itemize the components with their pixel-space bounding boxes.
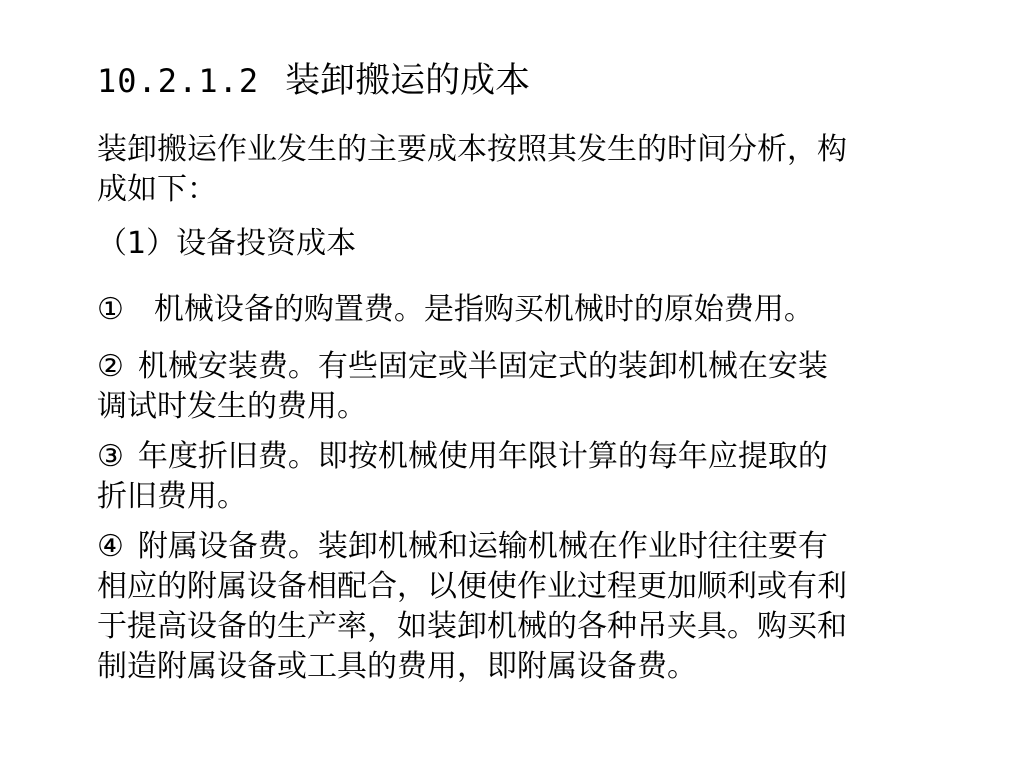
intro-line: 成如下：	[97, 172, 217, 207]
item-text: 附属设备费。装卸机械和运输机械在作业时往往要有	[137, 529, 828, 564]
section-title: 装卸搬运的成本	[285, 61, 531, 101]
section-heading	[97, 58, 530, 104]
subsection-heading	[97, 224, 957, 264]
list-item-1	[97, 290, 957, 330]
list-item-4	[97, 527, 957, 687]
item-text: 机械安装费。有些固定或半固定式的装卸机械在安装	[137, 349, 828, 384]
intro-line: 装卸搬运作业发生的主要成本按照其发生的时间分析，构	[97, 132, 847, 167]
list-item-line	[97, 437, 957, 477]
item-number-2: ②	[97, 349, 124, 384]
list-item-line: 于提高设备的生产率，如装卸机械的各种吊夹具。购买和	[97, 609, 847, 644]
section-number: 10.2.1.2	[97, 62, 260, 100]
item-number-4: ④	[97, 529, 124, 564]
item-number-3: ③	[97, 439, 124, 474]
intro-paragraph	[97, 130, 957, 210]
list-item-line: 制造附属设备或工具的费用，即附属设备费。	[97, 649, 697, 684]
list-item-3	[97, 437, 957, 517]
list-item-line	[97, 290, 957, 330]
list-item-2	[97, 347, 957, 427]
list-item-line: 折旧费用。	[97, 479, 247, 514]
item-text: 年度折旧费。即按机械使用年限计算的每年应提取的	[137, 439, 828, 474]
list-item-line	[97, 527, 957, 567]
list-item-line: 调试时发生的费用。	[97, 389, 367, 424]
list-item-line: 相应的附属设备相配合，以便使作业过程更加顺利或有利	[97, 569, 847, 604]
item-text: 机械设备的购置费。是指购买机械时的原始费用。	[153, 292, 814, 327]
item-number-1: ①	[97, 292, 124, 327]
subsection-label: （1）设备投资成本	[97, 226, 357, 261]
list-item-line	[97, 347, 957, 387]
